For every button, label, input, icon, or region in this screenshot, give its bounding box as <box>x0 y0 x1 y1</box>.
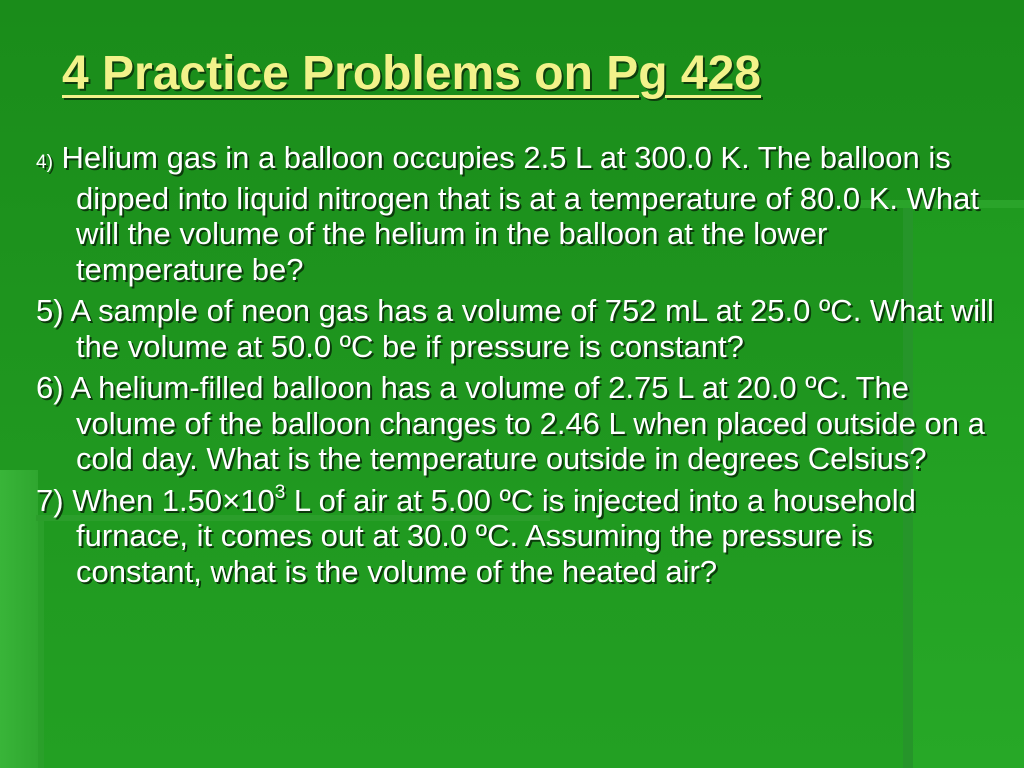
problem-text: A helium-filled balloon has a volume of 2.75 L at 20.0 ºC. The volume of the balloon changes to 2.46 L when placed outside on a cold day. What is the temperature outside in degrees Celsius? <box>70 370 985 476</box>
problem-text-start: When 1.50×10 <box>72 482 275 518</box>
problem-number: 4) <box>36 152 53 173</box>
problem-text: A sample of neon gas has a volume of 752 mL at 25.0 ºC. What will the volume at 50.0 ºC be if pressure is constant? <box>70 293 994 364</box>
problem-text-end: L of air at 5.00 ºC is injected into a household furnace, it comes out at 30.0 ºC. Assuming the pressure is constant, what is the volume of the heated air? <box>76 482 916 589</box>
problem-item-5 <box>36 293 996 364</box>
problem-item-7 <box>36 483 996 590</box>
problem-number: 5) <box>36 293 64 328</box>
problem-item-6 <box>36 370 996 477</box>
problem-text: Helium gas in a balloon occupies 2.5 L at 300.0 K. The balloon is dipped into liquid nitrogen that is at a temperature of 80.0 K. What will the volume of the helium in the balloon at the lower temperature be? <box>61 140 979 287</box>
problem-list <box>36 140 996 595</box>
problem-number: 7) <box>36 482 64 518</box>
slide-title: 4 Practice Problems on Pg 428 <box>62 47 761 100</box>
decorative-left-band <box>0 470 38 768</box>
problem-number: 6) <box>36 370 64 405</box>
exponent: 3 <box>274 481 286 503</box>
problem-item-4 <box>36 140 996 287</box>
